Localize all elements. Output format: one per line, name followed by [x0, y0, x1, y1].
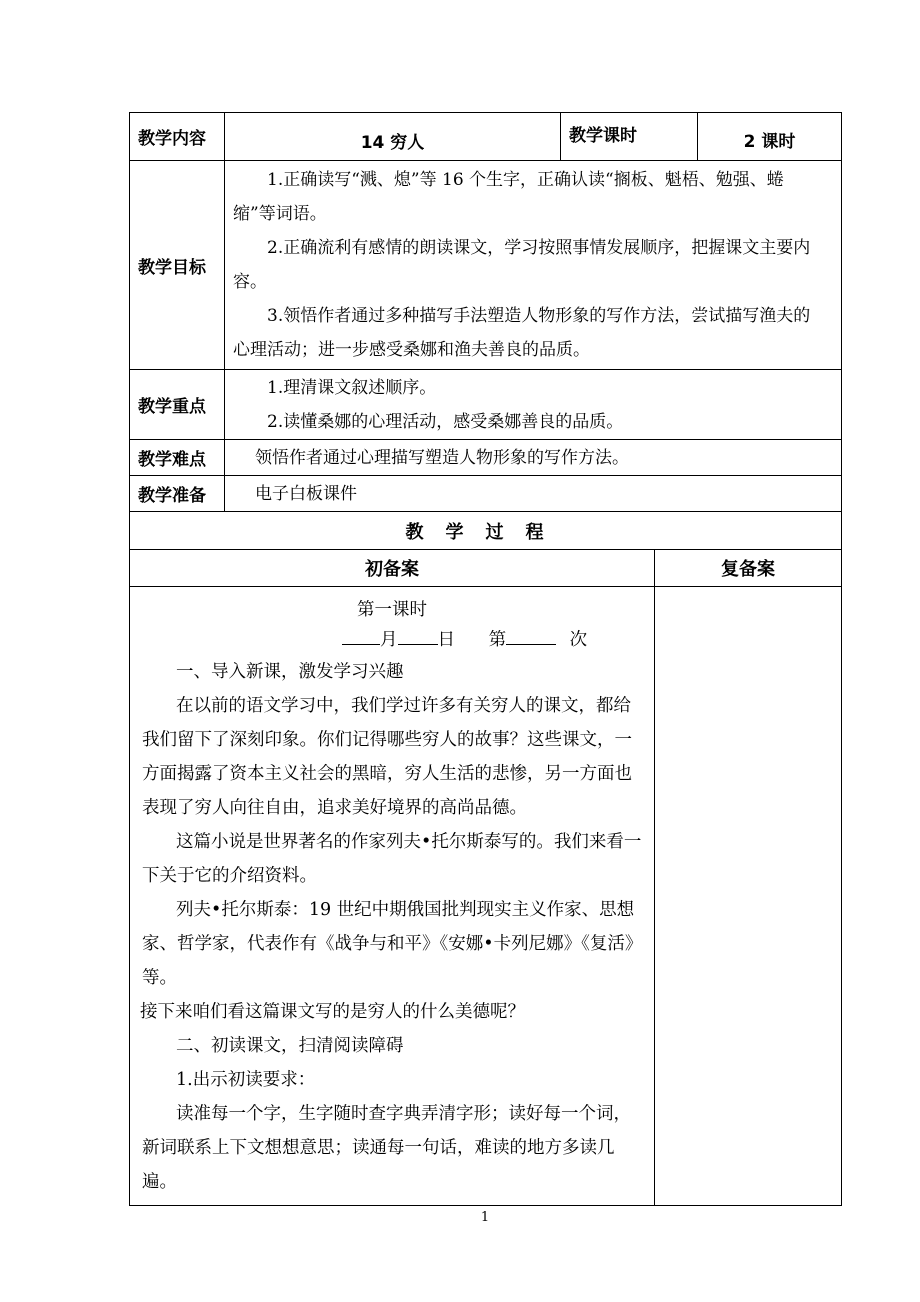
process-paragraph: 一、导入新课，激发学习兴趣 [176, 662, 404, 682]
key-point-item: 2.读懂桑娜的心理活动，感受桑娜善良的品质。 [267, 411, 624, 432]
lesson-title: 14 穷人 [225, 113, 561, 161]
count-blank [506, 626, 556, 645]
difficulty-text: 领悟作者通过心理描写塑造人物形象的写作方法。 [225, 440, 842, 476]
objectives-row [130, 161, 842, 370]
key-points-label: 教学重点 [130, 370, 225, 440]
preparation-row [130, 476, 842, 512]
date-count-prefix: 第 [488, 630, 507, 650]
key-points-row [130, 370, 842, 440]
difficulty-label: 教学难点 [130, 440, 225, 476]
process-content-row [130, 587, 842, 1206]
date-month: 月 [380, 630, 398, 650]
process-paragraph: 这篇小说是世界著名的作家列夫•托尔斯泰写的。我们来看一下关于它的介绍资料。 [142, 832, 642, 886]
objective-item: 2.正确流利有感情的朗读课文，学习按照事情发展顺序，把握课文主要内容。 [233, 238, 811, 292]
session-title: 第一课时 [357, 600, 427, 620]
process-paragraph-noindent: 接下来咱们看这篇课文写的是穷人的什么美德呢？ [140, 1002, 525, 1022]
month-blank [342, 626, 380, 645]
revised-plan-header: 复备案 [655, 550, 842, 587]
initial-plan-content [130, 587, 655, 1206]
process-paragraph: 在以前的语文学习中，我们学过许多有关穷人的课文，都给我们留下了深刻印象。你们记得哪些穷人的故事？这些课文，一方面揭露了资本主义社会的黑暗，穷人生活的悲惨，另一方面也表现了穷人向往自由，追求美好境界的高尚品德。 [142, 696, 632, 818]
objectives-label: 教学目标 [130, 161, 225, 370]
objective-item: 3.领悟作者通过多种描写手法塑造人物形象的写作方法，尝试描写渔夫的心理活动；进一步感受桑娜和渔夫善良的品质。 [233, 306, 811, 360]
key-point-item: 1.理清课文叙述顺序。 [267, 377, 437, 398]
process-paragraph: 1.出示初读要求： [176, 1070, 316, 1090]
preparation-label: 教学准备 [130, 476, 225, 512]
content-label: 教学内容 [130, 113, 225, 161]
hours-label: 教学课时 [561, 113, 698, 161]
process-title: 教学过程 [130, 512, 842, 550]
date-day: 日 [437, 630, 455, 650]
page-number: 1 [480, 1210, 490, 1225]
process-paragraph: 读准每一个字，生字随时查字典弄清字形；读好每一个词，新词联系上下文想想意思；读通每一句话，难读的地方多读几遍。 [142, 1104, 631, 1192]
date-line [142, 625, 644, 655]
hours-value: 2 课时 [698, 113, 842, 161]
objective-item: 1.正确读写“溅、熄”等 16 个生字，正确认读“搁板、魁梧、勉强、蜷缩”等词语。 [233, 170, 784, 224]
lesson-plan-table [129, 112, 842, 1206]
difficulty-row [130, 440, 842, 476]
date-count-suffix: 次 [569, 630, 588, 650]
objectives-content [225, 161, 842, 370]
preparation-text: 电子白板课件 [225, 476, 842, 512]
process-paragraph: 列夫•托尔斯泰：19 世纪中期俄国批判现实主义作家、思想家、哲学家，代表作有《战争与和平》《安娜•卡列尼娜》《复活》等。 [142, 900, 643, 988]
process-column-headers [130, 550, 842, 587]
process-paragraph: 二、初读课文，扫清阅读障碍 [176, 1036, 404, 1056]
day-blank [398, 626, 438, 645]
process-title-row [130, 512, 842, 550]
key-points-content [225, 370, 842, 440]
initial-plan-header: 初备案 [130, 550, 655, 587]
header-row [130, 113, 842, 161]
revised-plan-content [655, 587, 842, 1206]
